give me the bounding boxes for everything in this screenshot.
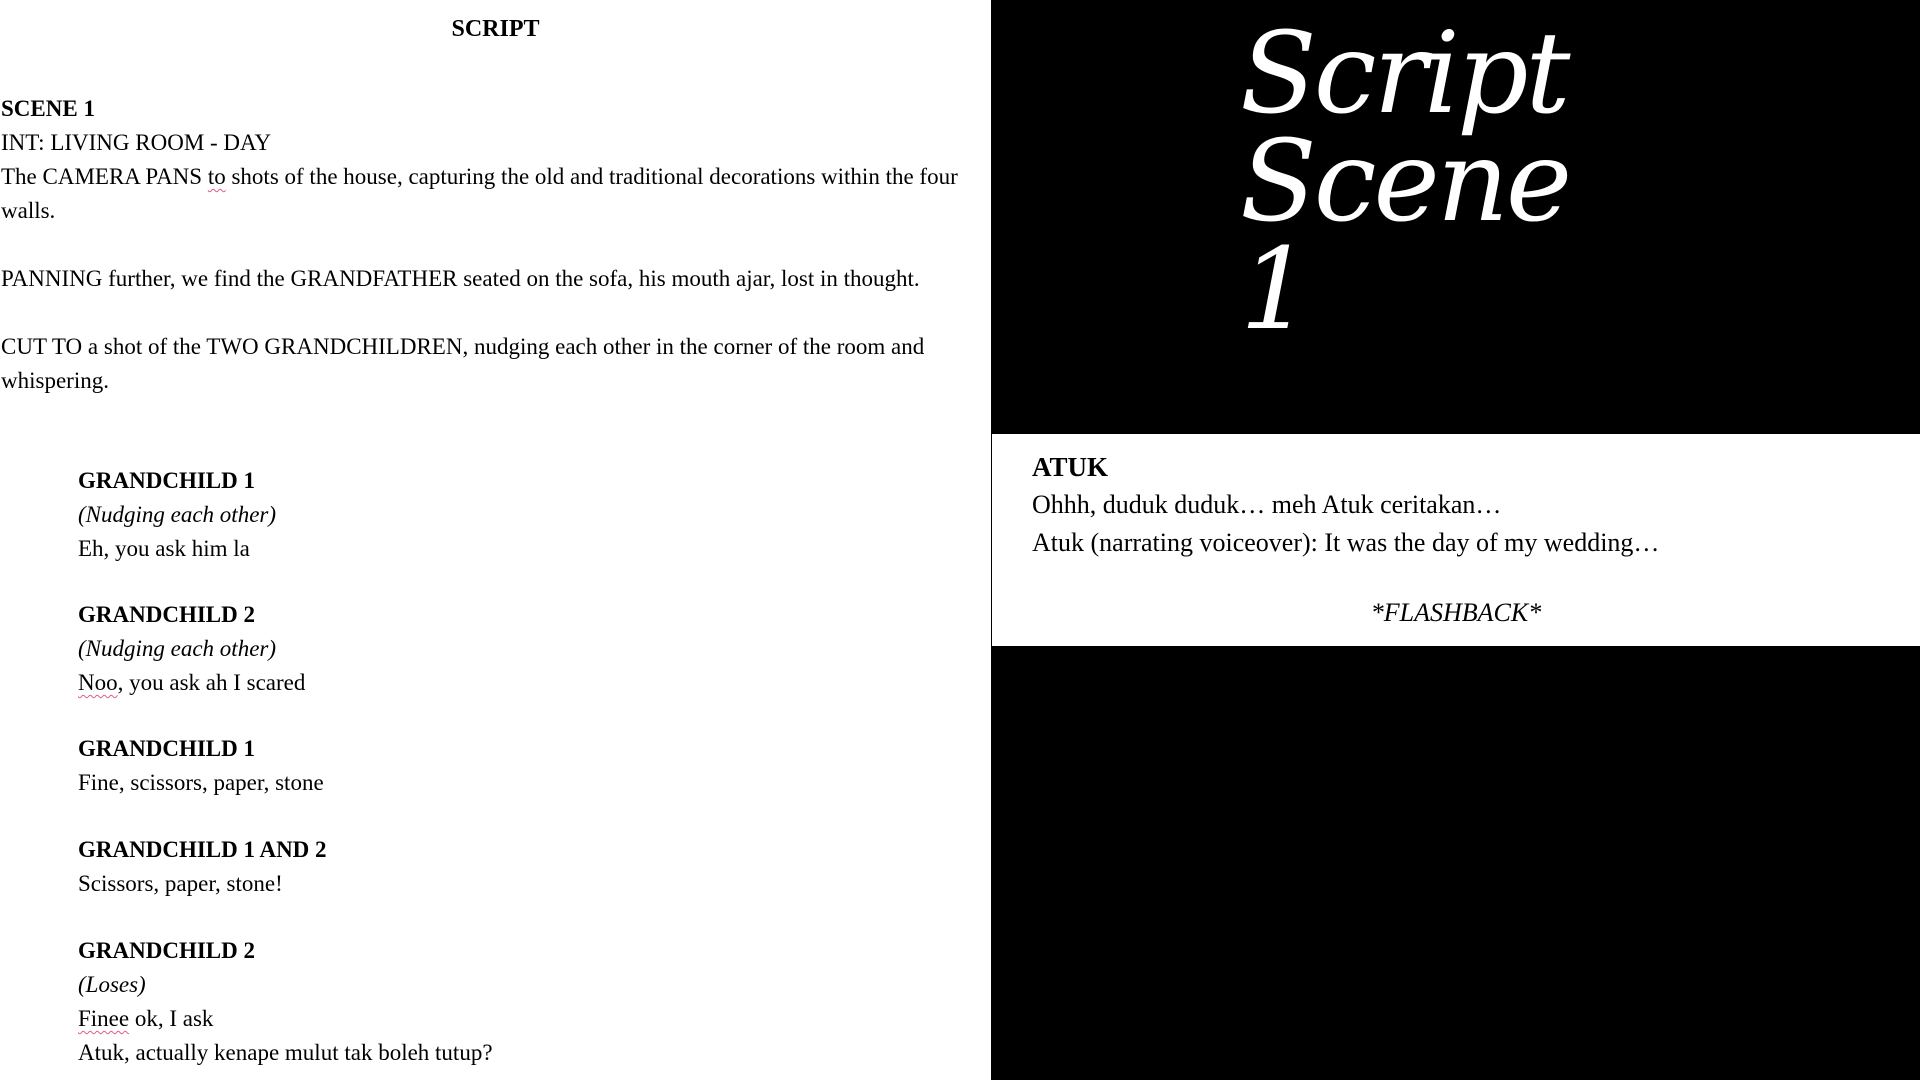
action-paragraph-2: PANNING further, we find the GRANDFATHER seated on the sofa, his mouth ajar, lost in thought. — [1, 266, 920, 291]
parenthetical: (Loses) — [78, 972, 146, 997]
parenthetical: (Nudging each other) — [78, 636, 277, 661]
character-name: GRANDCHILD 1 — [78, 736, 255, 761]
character-name: ATUK — [1032, 452, 1109, 482]
title-card — [1240, 9, 1660, 355]
dialogue-line: Ohhh, duduk duduk… meh Atuk ceritakan… — [1032, 490, 1502, 519]
scene-action-block — [1, 92, 986, 398]
dialogue-line: Atuk (narrating voiceover): It was the day of my wedding… — [1032, 528, 1660, 557]
dialogue-block — [78, 934, 958, 1070]
title-card-line-2: Scene 1 — [1240, 117, 1570, 355]
spellcheck-word: to — [207, 164, 226, 189]
dialogue-line: Noo, you ask ah I scared — [78, 670, 306, 695]
transition-label: *FLASHBACK* — [1370, 598, 1542, 627]
dialogue-line: Eh, you ask him la — [78, 536, 250, 561]
dialogue-line: Scissors, paper, stone! — [78, 871, 283, 896]
character-name: GRANDCHILD 1 AND 2 — [78, 837, 327, 862]
character-name: GRANDCHILD 2 — [78, 602, 255, 627]
action-paragraph-3: CUT TO a shot of the TWO GRANDCHILDREN, nudging each other in the corner of the room and whispering. — [1, 334, 925, 393]
document-title: SCRIPT — [451, 16, 540, 42]
dialogue-line: Fine, scissors, paper, stone — [78, 770, 324, 795]
dialogue-block — [78, 833, 958, 901]
title-card-line-1: Script — [1240, 9, 1568, 139]
action-paragraph-1: The CAMERA PANS to shots of the house, capturing the old and traditional decorations within the four walls. — [1, 164, 958, 223]
script-excerpt-panel — [992, 434, 1920, 646]
dialogue-line: Atuk, actually kenape mulut tak boleh tutup? — [78, 1040, 493, 1065]
scene-heading: SCENE 1 — [1, 96, 95, 121]
dialogue-block — [78, 732, 958, 800]
dialogue-block — [78, 598, 958, 700]
parenthetical: (Nudging each other) — [78, 502, 277, 527]
spellcheck-word: Finee — [78, 1006, 130, 1031]
character-name: GRANDCHILD 2 — [78, 938, 255, 963]
dialogue-line: Finee ok, I ask — [78, 1006, 214, 1031]
excerpt-body — [1032, 448, 1892, 562]
dialogue-block — [78, 464, 958, 566]
slugline: INT: LIVING ROOM - DAY — [1, 130, 272, 155]
character-name: GRANDCHILD 1 — [78, 468, 255, 493]
spellcheck-word: Noo — [78, 670, 118, 695]
